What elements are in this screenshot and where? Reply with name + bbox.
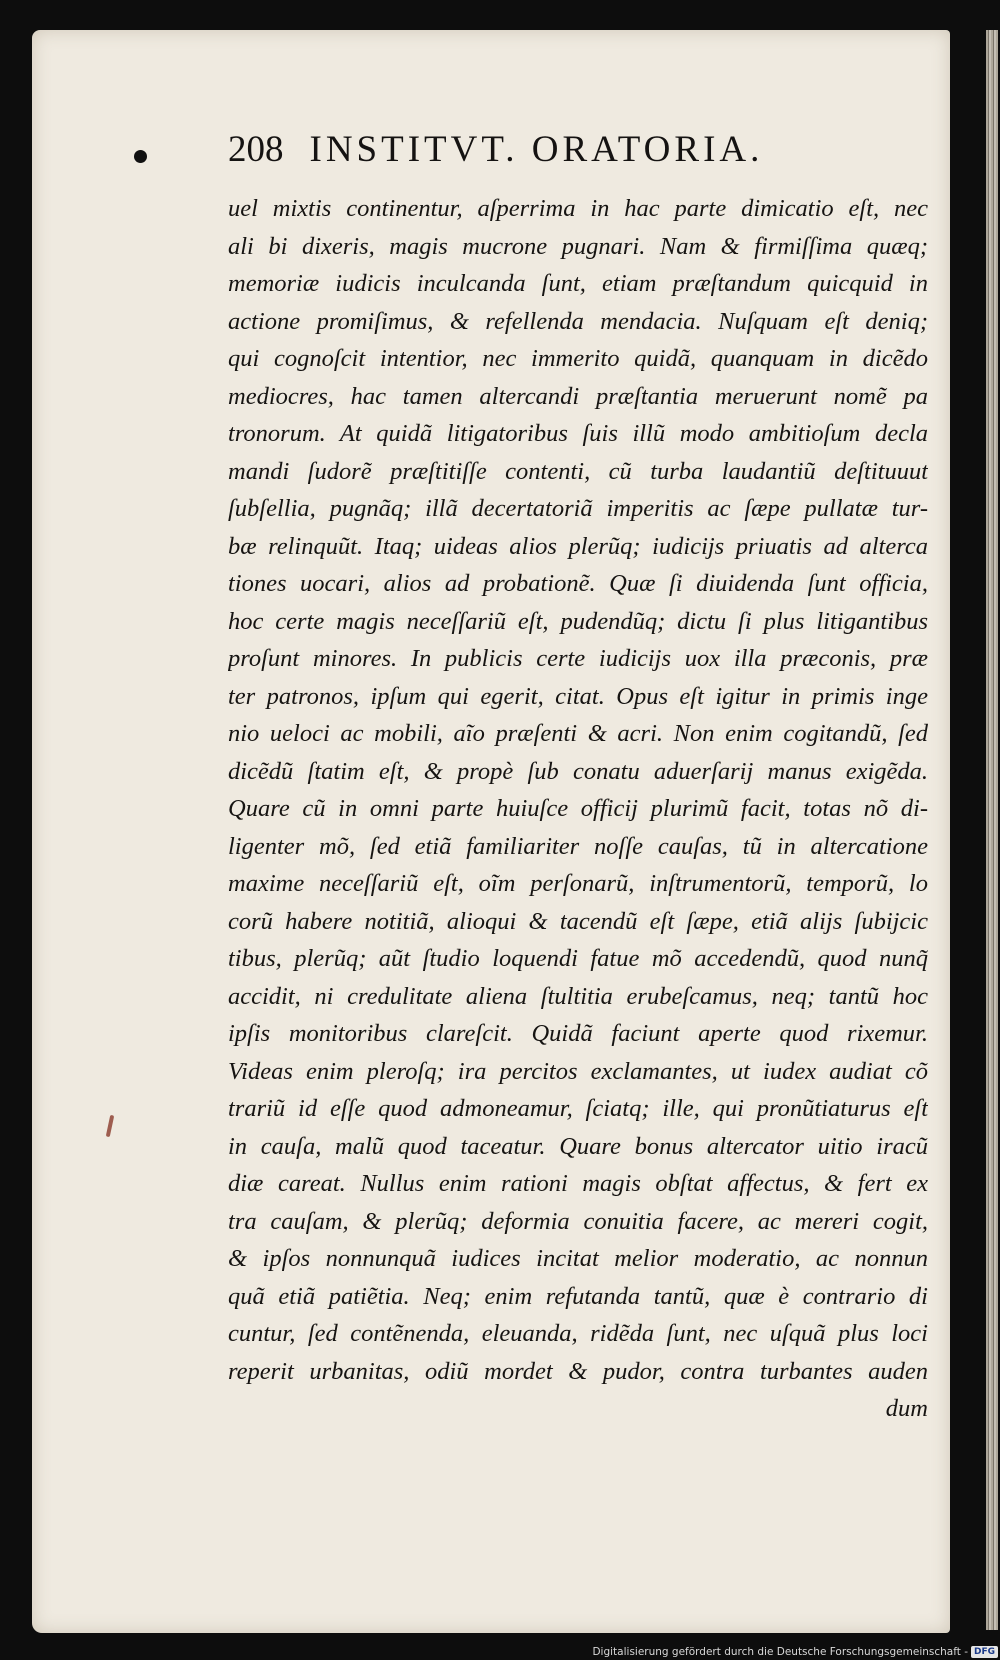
text-line: qui cognoſcit intentior, nec immerito quidã, quanquam in dicẽdo [228, 345, 928, 372]
text-line: ipſis monitoribus clareſcit. Quidã faciunt aperte quod rixemur. [228, 1020, 928, 1047]
running-title: INSTITVT. ORATORIA. [309, 129, 764, 170]
text-line: trariũ id eſſe quod admoneamur, ſciatq; ille, qui pronũtiaturus eſt [228, 1095, 928, 1122]
text-line: tiones uocari, alios ad probationẽ. Quæ ſi diuidenda ſunt officia, [228, 570, 928, 597]
page-number: 208 [228, 129, 284, 170]
credit-text: Digitalisierung gefördert durch die Deutsche Forschungsgemeinschaft - [592, 1646, 968, 1658]
text-line: ligenter mõ, ſed etiã familiariter noſſe cauſas, tũ in altercatione [228, 832, 928, 860]
text-line: proſunt minores. In publicis certe iudicijs uox illa præconis, præ [228, 645, 928, 672]
running-header [228, 128, 763, 171]
text-line: dum [885, 1395, 928, 1422]
text-line: corũ habere notitiã, alioqui & tacendũ eſt ſæpe, etiã alijs ſubijcic [228, 907, 928, 935]
text-line: Quare cũ in omni parte huiuſce officij plurimũ facit, totas nõ di- [228, 795, 928, 822]
text-line: Videas enim pleroſq; ira percitos exclamantes, ut iudex audiat cõ [228, 1057, 928, 1085]
dfg-logo: DFG [971, 1646, 998, 1658]
text-line: mediocres, hac tamen altercandi præſtantia meruerunt nomẽ pa [228, 382, 928, 410]
text-line: quã etiã patiẽtia. Neq; enim refutanda tantũ, quæ è contrario di [228, 1282, 928, 1310]
text-line: & ipſos nonnunquã iudices incitat melior moderatio, ac nonnun [228, 1245, 928, 1272]
text-line: uel mixtis continentur, aſperrima in hac parte dimicatio eſt, nec [228, 195, 928, 222]
text-line: in cauſa, malũ quod taceatur. Quare bonus altercator uitio iracũ [228, 1132, 928, 1160]
text-line: dicẽdũ ſtatim eſt, & propè ſub conatu aduerſarij manus exigẽda. [228, 757, 928, 785]
text-line: actione promiſimus, & refellenda mendacia. Nuſquam eſt deniq; [228, 307, 928, 335]
body-text [228, 190, 928, 1428]
page-edge-stack [986, 30, 998, 1630]
text-line: ali bi dixeris, magis mucrone pugnari. Nam & firmiſſima quæq; [228, 232, 928, 260]
text-line: nio ueloci ac mobili, aĩo præſenti & acri. Non enim cogitandũ, ſed [228, 720, 928, 747]
text-line: ſubſellia, pugnãq; illã decertatoriã imperitis ac ſæpe pullatæ tur- [228, 495, 928, 522]
text-line: reperit urbanitas, odiũ mordet & pudor, contra turbantes auden [228, 1357, 928, 1385]
text-line: bæ relinquũt. Itaq; uideas alios plerũq; iudicijs priuatis ad alterca [228, 532, 928, 560]
text-line: maxime neceſſariũ eſt, oĩm perſonarũ, inſtrumentorũ, temporũ, lo [228, 870, 928, 897]
text-line: ter patronos, ipſum qui egerit, citat. Opus eſt igitur in primis inge [228, 682, 928, 710]
text-line: accidit, ni credulitate aliena ſtultitia erubeſcamus, neq; tantũ hoc [228, 982, 928, 1010]
digitization-credit [592, 1646, 998, 1658]
text-line: tibus, plerũq; aũt ſtudio loquendi fatue mõ accedendũ, quod nunq̃ [228, 945, 928, 972]
text-line: memoriæ iudicis inculcanda ſunt, etiam præſtandum quicquid in [228, 270, 928, 297]
text-line: mandi ſudorẽ præſtitiſſe contenti, cũ turba laudantiũ deſtituuut [228, 457, 928, 485]
text-line: tronorum. At quidã litigatoribus ſuis illũ modo ambitioſum decla [228, 420, 928, 447]
text-line: tra cauſam, & plerũq; deformia conuitia facere, ac mereri cogit, [228, 1207, 928, 1235]
text-line: cuntur, ſed contẽnenda, eleuanda, ridẽda ſunt, nec uſquã plus loci [228, 1320, 928, 1347]
margin-dot [134, 150, 147, 163]
text-line: hoc certe magis neceſſariũ eſt, pudendũq; dictu ſi plus litigantibus [228, 607, 928, 635]
text-line: diæ careat. Nullus enim rationi magis obſtat affectus, & fert ex [228, 1170, 928, 1197]
